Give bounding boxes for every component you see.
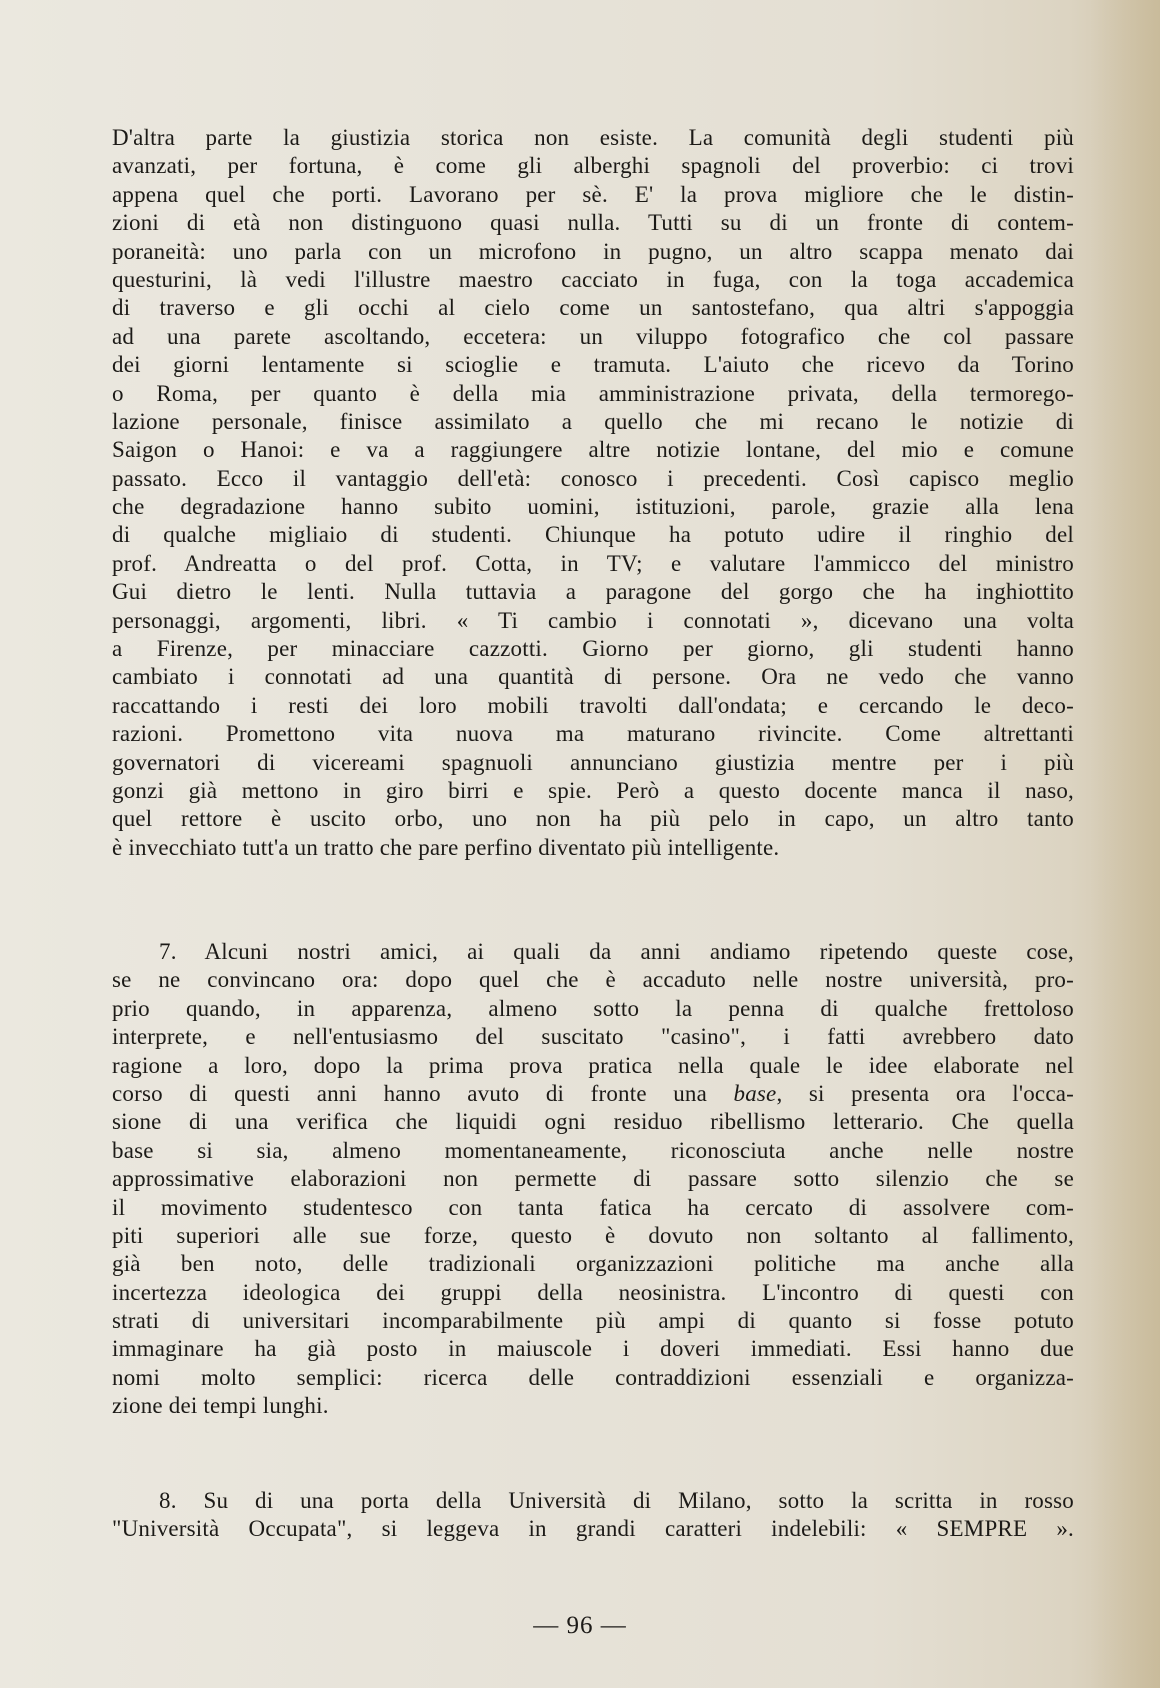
text-line: razioni. Promettono vita nuova ma maturano rivincite. Come altrettanti xyxy=(112,721,1074,747)
text-line: prio quando, in apparenza, almeno sotto la penna di qualche frettoloso xyxy=(112,995,1074,1021)
text-line: 7. Alcuni nostri amici, ai quali da anni andiamo ripetendo queste cose, xyxy=(159,939,1074,964)
text-line: o Roma, per quanto è della mia amministrazione privata, della termorego- xyxy=(112,380,1074,406)
page-number: — 96 — xyxy=(533,1612,627,1639)
text-line: sione di una verifica che liquidi ogni residuo ribellismo letterario. Che quella xyxy=(112,1109,1074,1135)
text-line: appena quel che porti. Lavorano per sè. E' la prova migliore che le distin- xyxy=(112,181,1074,207)
text-line: strati di universitari incomparabilmente più ampi di quanto si fosse potuto xyxy=(112,1308,1074,1334)
text-line: governatori di vicereami spagnuoli annunciano giustizia mentre per i più xyxy=(112,749,1074,775)
text-line: Saigon o Hanoi: e va a raggiungere altre notizie lontane, del mio e comune xyxy=(112,437,1074,463)
text-line: Gui dietro le lenti. Nulla tuttavia a paragone del gorgo che ha inghiottito xyxy=(112,579,1074,605)
text-line: base si sia, almeno momentaneamente, riconosciuta anche nelle nostre xyxy=(112,1137,1074,1163)
text-line: questurini, là vedi l'illustre maestro cacciato in fuga, con la toga accademica xyxy=(112,266,1074,292)
text-line: cambiato i connotati ad una quantità di persone. Ora ne vedo che vanno xyxy=(112,664,1074,690)
text-line: avanzati, per fortuna, è come gli alberghi spagnoli del proverbio: ci trovi xyxy=(112,153,1074,179)
text-line: zione dei tempi lunghi. xyxy=(112,1393,329,1419)
text-line: di qualche migliaio di studenti. Chiunque ha potuto udire il ringhio del xyxy=(112,522,1074,548)
paragraph-1 xyxy=(112,124,1074,862)
text-line: incertezza ideologica dei gruppi della neosinistra. L'incontro di questi con xyxy=(112,1279,1074,1305)
text-line: passato. Ecco il vantaggio dell'età: conosco i precedenti. Così capisco meglio xyxy=(112,465,1074,491)
text-line: corso di questi anni hanno avuto di fronte una base, si presenta ora l'occa- xyxy=(112,1080,1074,1106)
text-line: lazione personale, finisce assimilato a quello che mi recano le notizie di xyxy=(112,408,1074,434)
text-line: 8. Su di una porta della Università di Milano, sotto la scritta in rosso xyxy=(159,1488,1074,1513)
text-line: nomi molto semplici: ricerca delle contraddizioni essenziali e organizza- xyxy=(112,1364,1074,1390)
text-line: se ne convincano ora: dopo quel che è accaduto nelle nostre università, pro- xyxy=(112,967,1074,993)
text-line: poraneità: uno parla con un microfono in pugno, un altro scappa menato dai xyxy=(112,238,1074,264)
text-line: ad una parete ascoltando, eccetera: un viluppo fotografico che col passare xyxy=(112,323,1074,349)
text-line: ragione a loro, dopo la prima prova pratica nella quale le idee elaborate nel xyxy=(112,1052,1074,1078)
text-line: prof. Andreatta o del prof. Cotta, in TV; e valutare l'ammicco del ministro xyxy=(112,550,1074,576)
text-line: interprete, e nell'entusiasmo del suscitato "casino", i fatti avrebbero dato xyxy=(112,1024,1074,1050)
text-line: D'altra parte la giustizia storica non esiste. La comunità degli studenti più xyxy=(112,125,1074,150)
text-line: personaggi, argomenti, libri. « Ti cambio i connotati », dicevano una volta xyxy=(112,607,1074,633)
text-line: approssimative elaborazioni non permette di passare sotto silenzio che se xyxy=(112,1166,1074,1192)
text-line: gonzi già mettono in giro birri e spie. Però a questo docente manca il naso, xyxy=(112,777,1074,803)
text-line: piti superiori alle sue forze, questo è dovuto non soltanto al fallimento, xyxy=(112,1222,1074,1248)
text-line: il movimento studentesco con tanta fatica ha cercato di assolvere com- xyxy=(112,1194,1074,1220)
text-line: "Università Occupata", si leggeva in grandi caratteri indelebili: « SEMPRE ». xyxy=(112,1516,1074,1542)
text-line: già ben noto, delle tradizionali organizzazioni politiche ma anche alla xyxy=(112,1251,1074,1277)
text-line: raccattando i resti dei loro mobili travolti dall'ondata; e cercando le deco- xyxy=(112,692,1074,718)
text-line: di traverso e gli occhi al cielo come un santostefano, qua altri s'appoggia xyxy=(112,295,1074,321)
text-line: dei giorni lentamente si scioglie e tramuta. L'aiuto che ricevo da Torino xyxy=(112,352,1074,378)
text-line: a Firenze, per minacciare cazzotti. Giorno per giorno, gli studenti hanno xyxy=(112,636,1074,662)
text-line: zioni di età non distinguono quasi nulla. Tutti su di un fronte di contem- xyxy=(112,210,1074,236)
text-line: che degradazione hanno subito uomini, istituzioni, parole, grazie alla lena xyxy=(112,494,1074,520)
text-line: quel rettore è uscito orbo, uno non ha più pelo in capo, un altro tanto xyxy=(112,806,1074,832)
text-line: immaginare ha già posto in maiuscole i doveri immediati. Essi hanno due xyxy=(112,1336,1074,1362)
paragraph-8 xyxy=(112,1487,1074,1544)
text-line: è invecchiato tutt'a un tratto che pare perfino diventato più intelligente. xyxy=(112,834,780,860)
paragraph-7 xyxy=(112,938,1074,1421)
